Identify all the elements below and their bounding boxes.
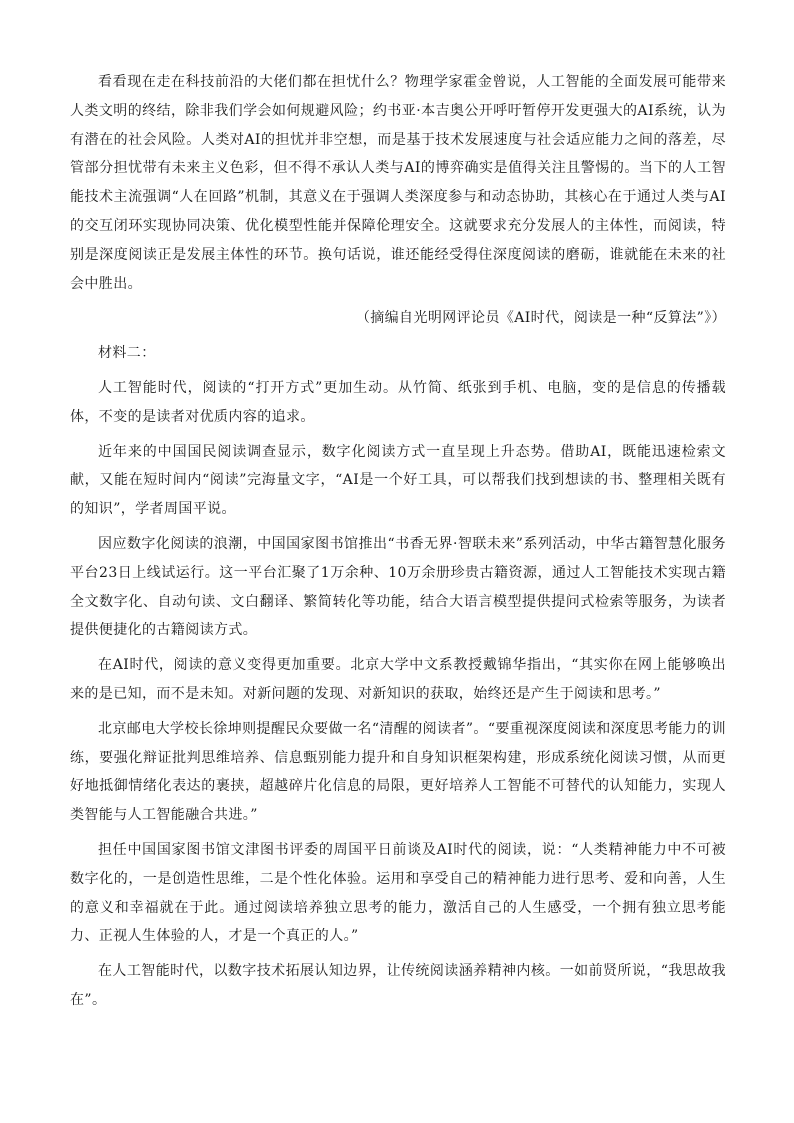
paragraph: 因应数字化阅读的浪潮，中国国家图书馆推出“书香无界·智联未来”系列活动，中华古籍智慧化服务平台23日上线试运行。这一平台汇聚了1万余种、10万余册珍贵古籍资源，通过人工智能技术实现古籍全文数字化、自动句读、文白翻译、繁简转化等功能，结合大语言模型提供提问式检索等服务，为读者提供便捷化的古籍阅读方式。 xyxy=(70,535,726,639)
paragraph: 北京邮电大学校长徐坤则提醒民众要做一名“清醒的阅读者”。“要重视深度阅读和深度思考能力的训练，要强化辩证批判思维培养、信息甄别能力提升和自身知识框架构建，形成系统化阅读习惯，从而更好地抵御情绪化表达的裹挟，超越碎片化信息的局限，更好培养人工智能不可替代的认知能力，实现人类智能与人工智能融合共进。” xyxy=(70,720,726,824)
paragraph: 在AI时代，阅读的意义变得更加重要。北京大学中文系教授戴锦华指出，“其实你在网上能够唤出来的是已知，而不是未知。对新问题的发现、对新知识的获取，始终还是产生于阅读和思考。” xyxy=(70,657,726,702)
document-page xyxy=(70,68,726,1021)
paragraph: 在人工智能时代，以数字技术拓展认知边界，让传统阅读涵养精神内核。一如前贤所说，“我思故我在”。 xyxy=(70,963,726,1008)
source-citation: （摘编自光明网评论员《AI时代，阅读是一种“反算法”》） xyxy=(355,310,726,327)
section-heading: 材料二： xyxy=(98,345,156,362)
paragraph: 看看现在走在科技前沿的大佬们都在担忧什么？物理学家霍金曾说，人工智能的全面发展可能带来人类文明的终结，除非我们学会如何规避风险；约书亚·本吉奥公开呼吁暂停开发更强大的AI系统，认为有潜在的社会风险。人类对AI的担忧并非空想，而是基于技术发展速度与社会适应能力之间的落差，尽管部分担忧带有未来主义色彩，但不得不承认人类与AI的博弈确实是值得关注且警惕的。当下的人工智能技术主流强调“人在回路”机制，其意义在于强调人类深度参与和动态协助，其核心在于通过人类与AI的交互闭环实现协同决策、优化模型性能并保障伦理安全。这就要求充分发展人的主体性，而阅读，特别是深度阅读正是发展主体性的环节。换句话说，谁还能经受得住深度阅读的磨砺，谁就能在未来的社会中胜出。 xyxy=(70,74,726,292)
paragraph: 人工智能时代，阅读的“打开方式”更加生动。从竹简、纸张到手机、电脑，变的是信息的传播载体，不变的是读者对优质内容的追求。 xyxy=(70,379,726,425)
paragraph: 担任中国国家图书馆文津图书评委的周国平日前谈及AI时代的阅读，说：“人类精神能力中不可被数字化的，一是创造性思维，二是个性化体验。运用和享受自己的精神能力进行思考、爱和向善，人生的意义和幸福就在于此。通过阅读培养独立思考的能力，激活自己的人生感受，一个拥有独立思考能力、正视人生体验的人，才是一个真正的人。” xyxy=(70,841,726,945)
paragraph: 近年来的中国国民阅读调查显示，数字化阅读方式一直呈现上升态势。借助AI，既能迅速检索文献，又能在短时间内“阅读”完海量文字，“AI是一个好工具，可以帮我们找到想读的书、整理相关既有的知识”，学者周国平说。 xyxy=(70,443,726,518)
